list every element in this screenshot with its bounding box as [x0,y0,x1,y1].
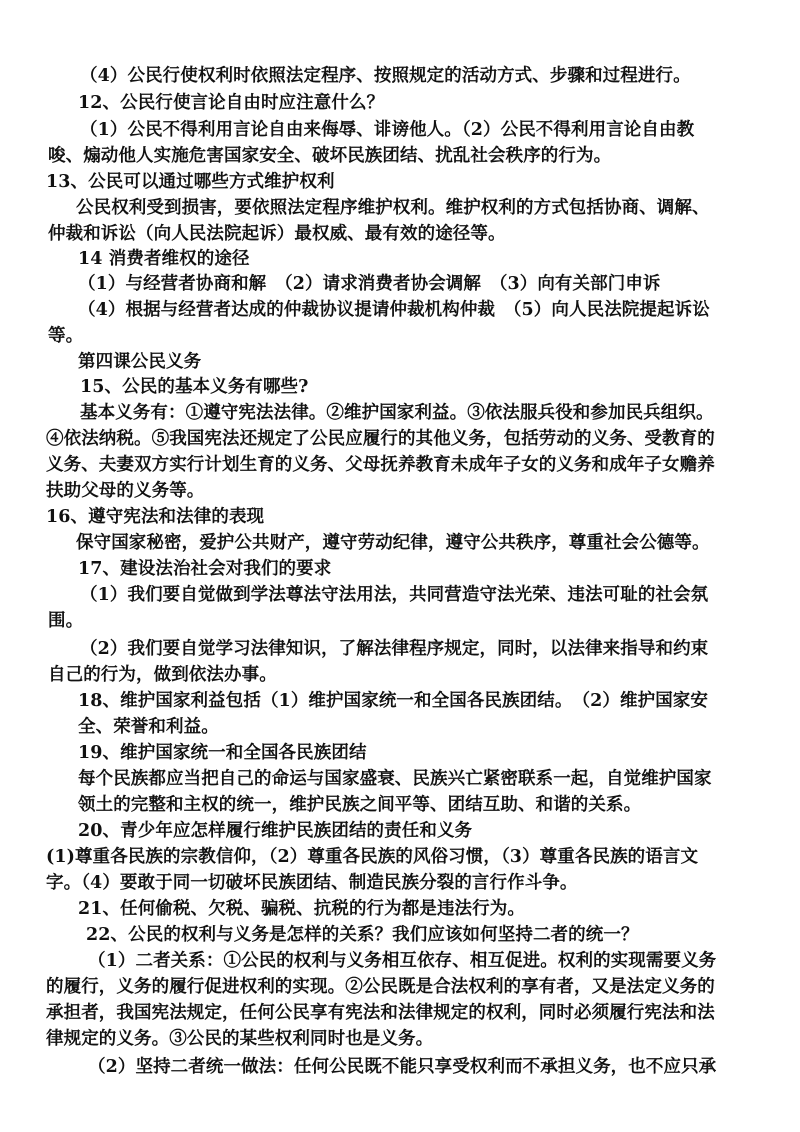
text-line: （4）根据与经营者达成的仲裁协议提请仲裁机构仲裁 （5）向人民法院提起诉讼 [78,300,710,320]
text-line: 公民权利受到损害，要依照法定程序维护权利。维护权利的方式包括协商、调解、 [76,198,710,218]
text-line: 自己的行为，做到依法办事。 [48,665,277,685]
text-line: 仲裁和诉讼（向人民法院起诉）最权威、最有效的途径等。 [48,224,506,244]
text-line: 等。 [48,326,84,346]
question-heading: 16、遵守宪法和法律的表现 [46,507,265,527]
question-heading: 12、公民行使言论自由时应注意什么？ [78,93,385,113]
text-line: 唆、煽动他人实施危害国家安全、破坏民族团结、扰乱社会秩序的行为。 [48,146,612,166]
question-heading: 14 消费者维权的途径 [78,249,250,269]
text-line: （2）我们要自觉学习法律知识，了解法律程序规定，同时，以法律来指导和约束 [80,639,709,659]
question-heading: 20、青少年应怎样履行维护民族团结的责任和义务 [78,821,473,841]
question-heading: 13、公民可以通过哪些方式维护权利 [46,172,335,192]
text-line: 保守国家秘密，爱护公共财产，遵守劳动纪律，遵守公共秩序，尊重社会公德等。 [76,533,710,553]
text-line: （4）公民行使权利时依照法定程序、按照规定的活动方式、步骤和过程进行。 [80,66,691,86]
text-line: 围。 [48,611,84,631]
text-line: 领土的完整和主权的统一，维护民族之间平等、团结互助、和谐的关系。 [78,795,642,815]
text-line: 每个民族都应当把自己的命运与国家盛衰、民族兴亡紧密联系一起，自觉维护国家 [78,769,712,789]
text-line: (1)尊重各民族的宗教信仰，（2）尊重各民族的风俗习惯，（3）尊重各民族的语言文 [46,847,699,867]
question-heading: 17、建设法治社会对我们的要求 [78,559,332,579]
text-line: （1）与经营者协商和解 （2）请求消费者协会调解 （3）向有关部门申诉 [78,274,661,294]
text-line: 扶助父母的义务等。 [46,481,205,501]
text-line: 义务、夫妻双方实行计划生育的义务、父母抚养教育未成年子女的义务和成年子女赡养 [46,455,715,475]
text-line: （1）我们要自觉做到学法尊法守法用法，共同营造守法光荣、违法可耻的社会氛 [80,585,709,605]
text-line: 的履行，义务的履行促进权利的实现。②公民既是合法权利的享有者，又是法定义务的 [46,977,715,997]
text-line: 承担者，我国宪法规定，任何公民享有宪法和法律规定的权利，同时必须履行宪法和法 [46,1003,715,1023]
question-heading: 15、公民的基本义务有哪些? [80,377,309,397]
text-line: （1）公民不得利用言论自由来侮辱、诽谤他人。（2）公民不得利用言论自由教 [80,120,695,140]
question-heading: 18、维护国家利益包括（1）维护国家统一和全国各民族团结。 （2）维护国家安 [78,691,709,711]
text-line: （2）坚持二者统一做法：任何公民既不能只享受权利而不承担义务，也不应只承 [88,1057,717,1077]
question-heading: 21、任何偷税、欠税、骗税、抗税的行为都是违法行为。 [78,899,525,919]
question-heading: 19、维护国家统一和全国各民族团结 [78,743,367,763]
text-line: （1）二者关系：①公民的权利与义务相互依存、相互促进。权利的实现需要义务 [88,951,717,971]
question-heading: 22、公民的权利与义务是怎样的关系？我们应该如何坚持二者的统一？ [86,925,639,945]
text-line: 基本义务有：①遵守宪法法律。②维护国家利益。③依法服兵役和参加民兵组织。 [80,403,714,423]
lesson-heading: 第四课公民义务 [78,352,202,372]
text-line: 全、荣誉和利益。 [78,717,219,737]
text-line: ④依法纳税。⑤我国宪法还规定了公民应履行的其他义务，包括劳动的义务、受教育的 [46,429,715,449]
text-line: 字。（4）要敢于同一切破坏民族团结、制造民族分裂的言行作斗争。 [46,873,578,893]
text-line: 律规定的义务。③公民的某些权利同时也是义务。 [46,1029,434,1049]
